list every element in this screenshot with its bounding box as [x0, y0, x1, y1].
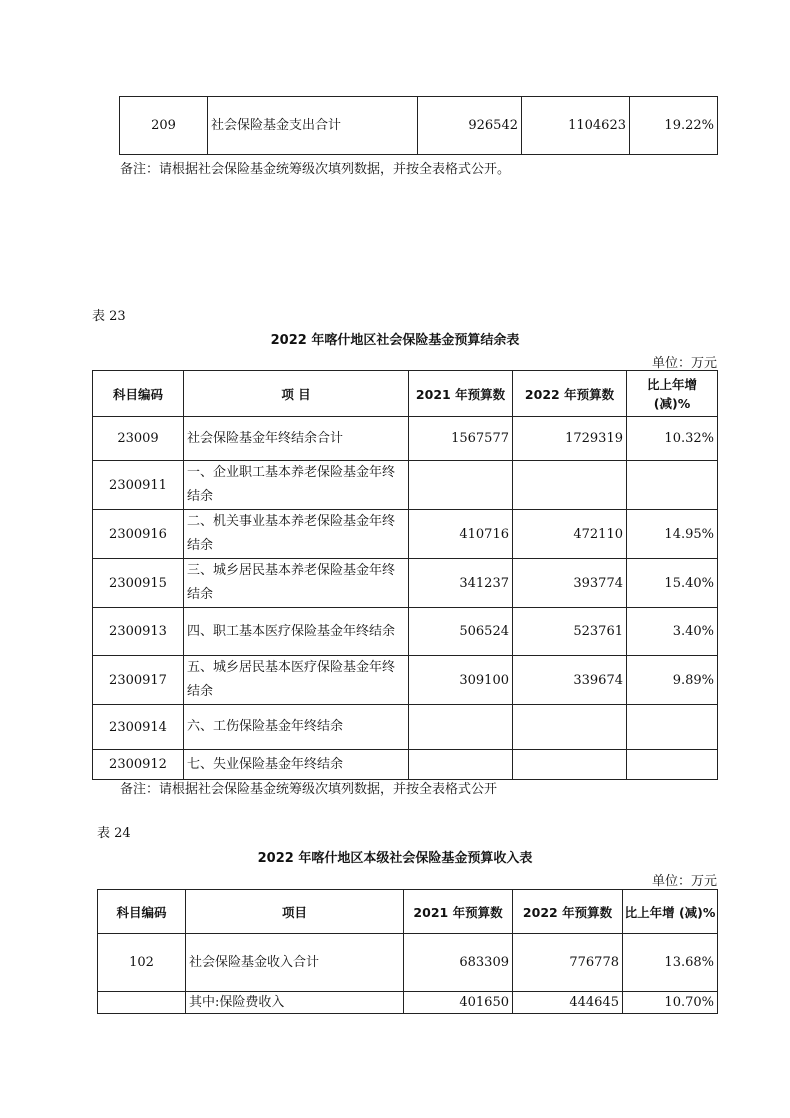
subject-code: 2300915: [93, 559, 184, 608]
budget-2022: 393774: [513, 559, 627, 608]
table-row: [93, 705, 718, 750]
header-name: 项目: [186, 890, 404, 934]
table-header-row: [98, 890, 718, 934]
subject-code: 2300914: [93, 705, 184, 750]
header-name: 项 目: [184, 371, 409, 417]
table23-label: 表 23: [92, 309, 126, 324]
table-row: [93, 750, 718, 780]
change-percent: 15.40%: [627, 559, 718, 608]
budget-2021: [409, 750, 513, 780]
header-code: 科目编码: [93, 371, 184, 417]
subject-code: 102: [98, 934, 186, 992]
budget-2021: 926542: [418, 97, 522, 155]
revenue-table: [97, 889, 718, 1014]
subject-code: 2300911: [93, 461, 184, 510]
item-name: 七、失业保险基金年终结余: [184, 750, 409, 780]
item-name: 社会保险基金年终结余合计: [184, 417, 409, 461]
subject-code: 2300916: [93, 510, 184, 559]
table24-title: 2022 年喀什地区本级社会保险基金预算收入表: [257, 851, 533, 866]
table-row: [98, 992, 718, 1014]
subject-code: 2300912: [93, 750, 184, 780]
subject-code: 2300913: [93, 608, 184, 656]
budget-2022: [513, 705, 627, 750]
item-name: 二、机关事业基本养老保险基金年终结余: [184, 510, 409, 559]
item-name: 四、职工基本医疗保险基金年终结余: [184, 608, 409, 656]
subject-code: [98, 992, 186, 1014]
change-percent: [627, 705, 718, 750]
budget-2022: 444645: [513, 992, 623, 1014]
change-percent: [627, 461, 718, 510]
budget-2021: [409, 705, 513, 750]
budget-2021: 506524: [409, 608, 513, 656]
table-row: [93, 608, 718, 656]
header-2021: 2021 年预算数: [409, 371, 513, 417]
budget-2022: 1729319: [513, 417, 627, 461]
table-top-note: 备注：请根据社会保险基金统筹级次填列数据，并按全表格式公开。: [120, 162, 511, 177]
item-name: 一、企业职工基本养老保险基金年终结余: [184, 461, 409, 510]
table-row: [93, 656, 718, 705]
table24-unit: 单位：万元: [651, 874, 717, 889]
item-name: 六、工伤保险基金年终结余: [184, 705, 409, 750]
budget-2021: 401650: [404, 992, 513, 1014]
expense-total-table: [119, 96, 718, 155]
budget-2022: 339674: [513, 656, 627, 705]
header-change: [627, 371, 718, 417]
change-percent: 13.68%: [623, 934, 718, 992]
table-row: [93, 461, 718, 510]
header-change: 比上年增 (减)%: [623, 890, 718, 934]
table24-label: 表 24: [97, 826, 131, 841]
change-percent: 10.70%: [623, 992, 718, 1014]
change-percent: 14.95%: [627, 510, 718, 559]
item-name: 三、城乡居民基本养老保险基金年终结余: [184, 559, 409, 608]
budget-2021: 341237: [409, 559, 513, 608]
table-header-row: [93, 371, 718, 417]
table23-title: 2022 年喀什地区社会保险基金预算结余表: [270, 333, 520, 348]
budget-2021: 683309: [404, 934, 513, 992]
budget-2022: 776778: [513, 934, 623, 992]
header-2022: 2022 年预算数: [513, 371, 627, 417]
table-row: [93, 559, 718, 608]
table-row: [93, 510, 718, 559]
budget-2021: 1567577: [409, 417, 513, 461]
budget-2022: [513, 750, 627, 780]
subject-code: 209: [120, 97, 208, 155]
budget-2022: [513, 461, 627, 510]
item-name: 社会保险基金收入合计: [186, 934, 404, 992]
budget-2022: 1104623: [522, 97, 630, 155]
change-percent: 10.32%: [627, 417, 718, 461]
table-row: [93, 417, 718, 461]
table-row: [98, 934, 718, 992]
table-row: [120, 97, 718, 155]
header-2022: 2022 年预算数: [513, 890, 623, 934]
budget-2021: 309100: [409, 656, 513, 705]
item-name: 五、城乡居民基本医疗保险基金年终结余: [184, 656, 409, 705]
budget-2021: [409, 461, 513, 510]
subject-code: 23009: [93, 417, 184, 461]
item-name: 其中:保险费收入: [186, 992, 404, 1014]
subject-code: 2300917: [93, 656, 184, 705]
budget-2022: 523761: [513, 608, 627, 656]
change-percent: 3.40%: [627, 608, 718, 656]
table23-unit: 单位：万元: [651, 356, 717, 371]
header-2021: 2021 年预算数: [404, 890, 513, 934]
balance-table: [92, 370, 718, 780]
header-code: 科目编码: [98, 890, 186, 934]
item-name: 社会保险基金支出合计: [208, 97, 418, 155]
header-change-line1: 比上年增: [646, 376, 697, 392]
change-percent: 9.89%: [627, 656, 718, 705]
budget-2021: 410716: [409, 510, 513, 559]
change-percent: [627, 750, 718, 780]
header-change-line2: (减)%: [653, 395, 691, 411]
table23-note: 备注：请根据社会保险基金统筹级次填列数据，并按全表格式公开: [120, 782, 498, 797]
budget-2022: 472110: [513, 510, 627, 559]
change-percent: 19.22%: [630, 97, 718, 155]
